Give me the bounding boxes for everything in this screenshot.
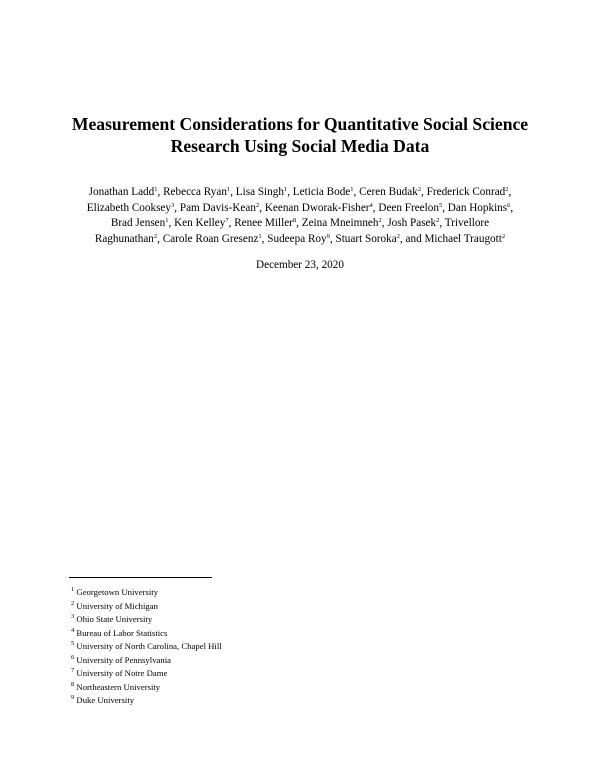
author-separator: , — [296, 217, 302, 229]
author-name: Brad Jensen — [110, 217, 166, 229]
footnote-divider — [69, 577, 212, 578]
author-list — [50, 185, 550, 247]
author-separator: , — [439, 217, 445, 229]
author-line — [50, 232, 550, 248]
footnote — [71, 586, 471, 600]
author-line — [50, 201, 550, 217]
author-separator: , — [157, 186, 164, 198]
author-name: Elizabeth Cooksey — [86, 201, 171, 214]
author-name: Dan Hopkins — [447, 201, 508, 214]
footnote — [71, 667, 471, 681]
author-separator: , — [510, 201, 514, 214]
affiliation-marker: 2 — [153, 232, 158, 240]
author-name: Lisa Singh — [235, 186, 284, 198]
author-separator: , — [442, 201, 448, 214]
author-name: Deen Freelon — [378, 201, 439, 214]
author-name: Stuart Soroka — [335, 232, 397, 245]
author-name: Jonathan Ladd — [88, 186, 155, 198]
author-name: Renee Miller — [234, 217, 293, 229]
footnote-text: University of Notre Dame — [76, 668, 168, 678]
affiliation-marker: 2 — [417, 186, 422, 193]
author-line — [50, 216, 550, 232]
author-separator: , — [372, 201, 379, 214]
footnote-number: 7 — [71, 667, 75, 674]
author-name: Pam Davis-Kean — [179, 201, 256, 214]
footnote-text: Duke University — [76, 695, 135, 705]
footnote-number: 1 — [71, 586, 75, 593]
affiliation-marker: 2 — [255, 201, 260, 209]
footnote-number: 3 — [71, 613, 75, 620]
author-name: Sudeepa Roy — [267, 232, 327, 245]
affiliation-marker: 2 — [505, 186, 509, 193]
footnote — [71, 600, 471, 614]
author-name: Frederick Conrad — [426, 186, 506, 198]
affiliation-marker: 1 — [258, 232, 262, 240]
author-line — [50, 185, 550, 201]
footnote-number: 2 — [71, 599, 75, 607]
footnote-text: Northeastern University — [76, 681, 161, 692]
footnote-text: University of North Carolina, Chapel Hill — [76, 641, 222, 651]
author-separator: , — [174, 201, 180, 214]
affiliation-marker: 5 — [438, 201, 443, 209]
author-separator: , — [353, 186, 360, 198]
author-separator: , — [259, 201, 265, 214]
affiliation-marker: 2 — [396, 232, 400, 240]
author-separator: , — [157, 232, 163, 245]
footnote-text: University of Pennsylvania — [76, 654, 172, 665]
author-name: Michael Traugott — [424, 232, 502, 245]
title-line-1: Measurement Considerations for Quantitative Social Science — [71, 114, 529, 134]
author-name: Keenan Dworak-Fisher — [264, 201, 370, 214]
title-line-2: Research Using Social Media Data — [170, 136, 430, 156]
affiliation-marker: 1 — [226, 186, 231, 193]
author-name: Rebecca Ryan — [163, 186, 227, 198]
author-name: Josh Pasek — [387, 217, 437, 229]
affiliation-marker: 1 — [350, 186, 354, 193]
author-separator: , — [228, 217, 235, 229]
paper-title — [40, 113, 560, 157]
author-name: Raghunathan — [94, 232, 154, 245]
author-separator: , — [261, 232, 268, 245]
footnote-number: 6 — [71, 653, 75, 661]
author-name: Ken Kelley — [174, 217, 226, 229]
affiliation-marker: 2 — [501, 232, 506, 240]
affiliation-marker: 1 — [283, 186, 288, 193]
affiliation-marker: 2 — [436, 217, 440, 224]
affiliation-marker: 3 — [171, 201, 175, 209]
author-separator: , — [287, 186, 293, 198]
footnote-text: Georgetown University — [76, 587, 159, 597]
publication-date: December 23, 2020 — [256, 259, 344, 271]
author-name: Carole Roan Gresenz — [162, 232, 259, 245]
author-separator: , — [329, 232, 336, 245]
affiliation-marker: 4 — [369, 201, 373, 209]
author-separator: , — [421, 186, 427, 198]
author-name: Zeina Mneimneh — [301, 217, 379, 229]
footnote-text: Bureau of Labor Statistics — [76, 627, 168, 638]
author-separator: , — [508, 186, 512, 198]
author-name: Leticia Bode — [292, 186, 351, 198]
footnote-text: Ohio State University — [76, 614, 153, 624]
affiliation-marker: 2 — [378, 217, 382, 224]
footnote — [71, 627, 471, 641]
footnote-number: 9 — [71, 694, 75, 701]
author-separator: , and — [399, 232, 425, 245]
author-separator: , — [381, 217, 388, 229]
footnote — [71, 613, 471, 627]
footnote-number: 8 — [71, 680, 75, 688]
affiliation-marker: 6 — [507, 201, 511, 209]
affiliation-footnotes — [71, 586, 471, 708]
affiliation-marker: 8 — [292, 217, 297, 224]
footnote — [71, 640, 471, 654]
footnote — [71, 694, 471, 708]
author-name: Ceren Budak — [359, 186, 418, 198]
author-separator: , — [168, 217, 175, 229]
affiliation-marker: 7 — [225, 217, 229, 224]
author-separator: , — [230, 186, 236, 198]
affiliation-marker: 9 — [326, 232, 330, 240]
footnote-text: University of Michigan — [76, 600, 158, 611]
footnote-number: 5 — [71, 640, 75, 647]
footnote-number: 4 — [71, 626, 75, 634]
author-name: Trivellore — [444, 217, 490, 229]
footnote — [71, 654, 471, 668]
footnote — [71, 681, 471, 695]
affiliation-marker: 1 — [165, 217, 169, 224]
affiliation-marker: 1 — [154, 186, 158, 193]
